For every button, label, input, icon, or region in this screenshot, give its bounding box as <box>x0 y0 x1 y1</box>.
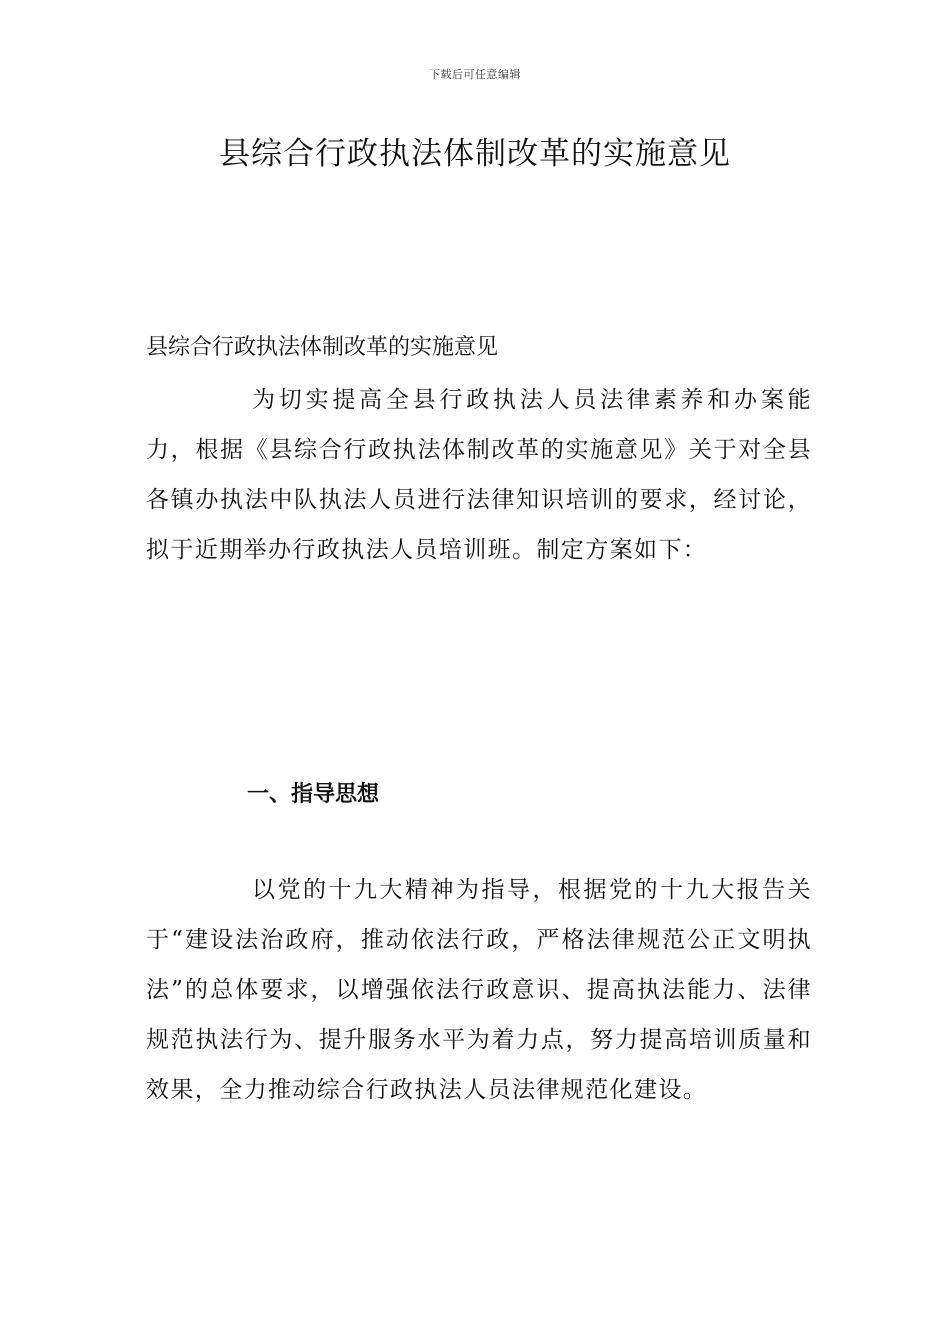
section-heading-guiding-ideology: 一、指导思想 <box>247 781 380 807</box>
document-subtitle: 县综合行政执法体制改革的实施意见 <box>146 335 499 360</box>
page-title: 县综合行政执法体制改革的实施意见 <box>219 136 731 172</box>
section-paragraph-guiding-ideology: 以党的十九大精神为指导，根据党的十九大报告关于“建设法治政府，推动依法行政，严格法律规范公正文明执法”的总体要求，以增强依法行政意识、提高执法能力、法律规范执法行为、提升服务水平为着力点，努力提高培训质量和效果，全力推动综合行政执法人员法律规范化建设。 <box>146 877 812 1103</box>
intro-paragraph: 为切实提高全县行政执法人员法律素养和办案能力，根据《县综合行政执法体制改革的实施意见》关于对全县各镇办执法中队执法人员进行法律知识培训的要求，经讨论，拟于近期举办行政执法人员培训班。制定方案如下： <box>146 387 812 563</box>
header-note: 下载后可任意编辑 <box>429 68 521 81</box>
